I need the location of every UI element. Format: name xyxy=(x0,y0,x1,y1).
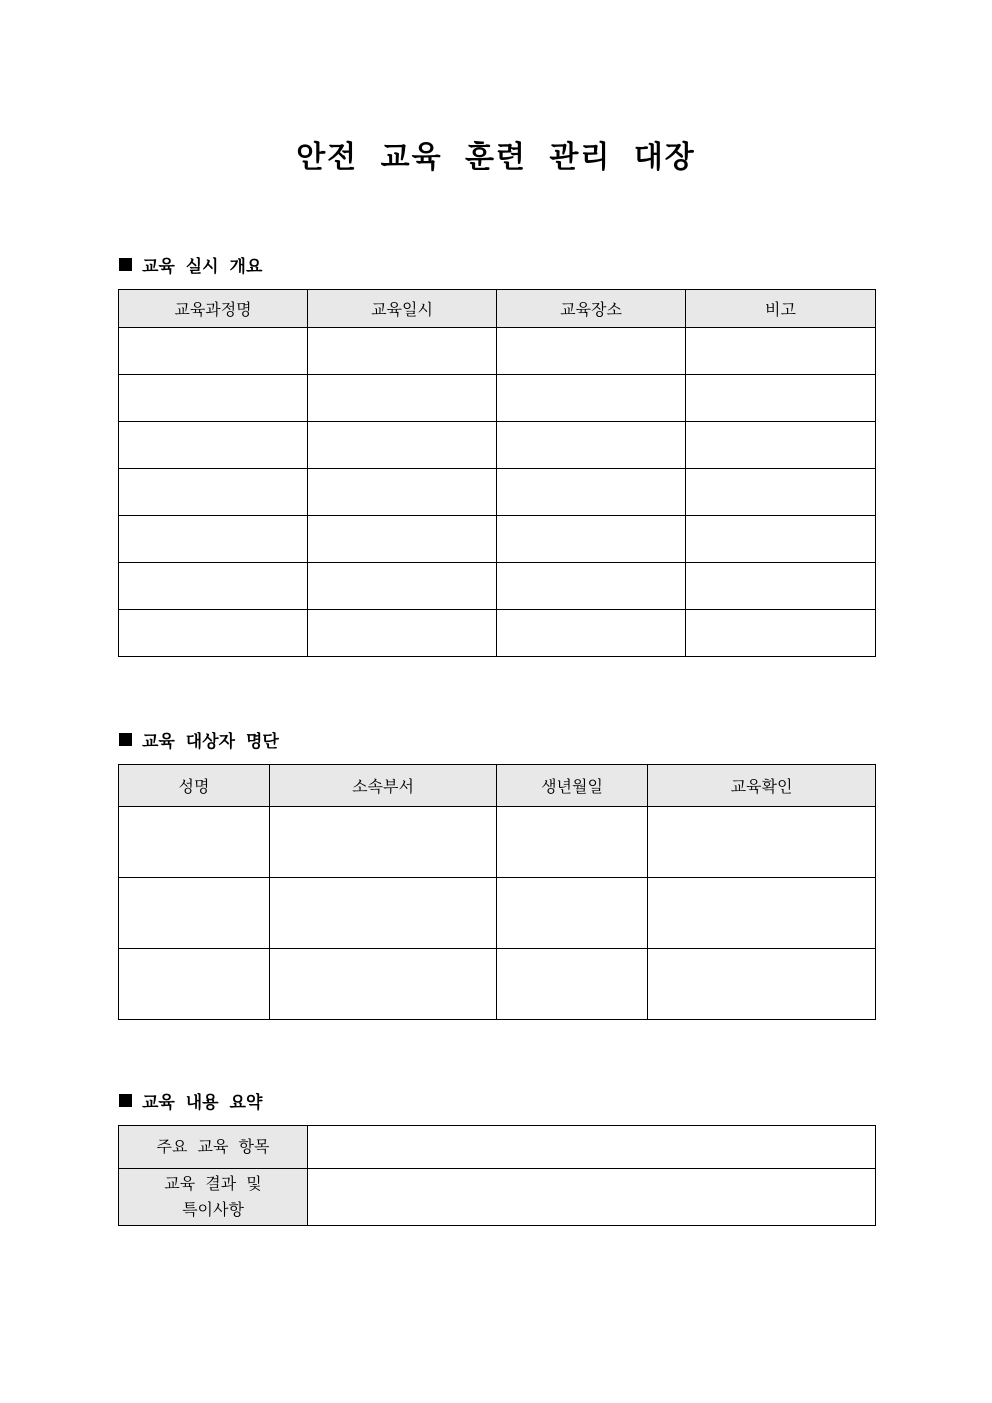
table-cell[interactable] xyxy=(497,422,686,469)
overview-table xyxy=(118,289,876,657)
table-cell[interactable] xyxy=(308,375,497,422)
table-cell[interactable] xyxy=(497,563,686,610)
table-cell[interactable] xyxy=(119,563,308,610)
summary-table xyxy=(118,1125,876,1226)
table-cell[interactable] xyxy=(497,949,648,1020)
table-cell[interactable] xyxy=(686,469,876,516)
table-row xyxy=(119,610,876,657)
row-label-line: 교육 결과 및 xyxy=(164,1174,262,1193)
table-row xyxy=(119,949,876,1020)
table-cell[interactable] xyxy=(119,610,308,657)
table-cell[interactable] xyxy=(497,610,686,657)
section-heading-text: 교육 내용 요약 xyxy=(142,1092,263,1113)
table-cell[interactable] xyxy=(119,807,270,878)
table-row xyxy=(119,563,876,610)
section-heading-attendees xyxy=(119,727,279,751)
table-row xyxy=(119,516,876,563)
table-row xyxy=(119,1126,876,1169)
attendee-table xyxy=(118,764,876,1020)
table-cell[interactable] xyxy=(308,1126,876,1169)
section-heading-overview xyxy=(119,252,262,276)
table-cell[interactable] xyxy=(686,375,876,422)
table-cell[interactable] xyxy=(308,563,497,610)
table-cell[interactable] xyxy=(497,328,686,375)
table-row xyxy=(119,375,876,422)
table-header-row xyxy=(119,765,876,807)
table-cell[interactable] xyxy=(270,807,497,878)
table-row xyxy=(119,878,876,949)
table-cell[interactable] xyxy=(308,610,497,657)
column-header: 교육일시 xyxy=(308,290,497,328)
table-cell[interactable] xyxy=(119,328,308,375)
table-cell[interactable] xyxy=(119,516,308,563)
table-cell[interactable] xyxy=(497,878,648,949)
table-cell[interactable] xyxy=(308,422,497,469)
table-row xyxy=(119,807,876,878)
column-header: 성명 xyxy=(119,765,270,807)
section-heading-text: 교육 대상자 명단 xyxy=(142,731,279,752)
row-label xyxy=(119,1169,308,1226)
column-header: 교육과정명 xyxy=(119,290,308,328)
table-cell[interactable] xyxy=(308,469,497,516)
section-heading-text: 교육 실시 개요 xyxy=(142,256,263,277)
table-row xyxy=(119,469,876,516)
square-bullet-icon xyxy=(119,258,132,271)
table-cell[interactable] xyxy=(308,328,497,375)
column-header: 교육확인 xyxy=(648,765,876,807)
table-cell[interactable] xyxy=(497,375,686,422)
table-cell[interactable] xyxy=(270,878,497,949)
section-heading-summary xyxy=(119,1088,262,1112)
square-bullet-icon xyxy=(119,733,132,746)
table-cell[interactable] xyxy=(119,949,270,1020)
column-header: 교육장소 xyxy=(497,290,686,328)
table-cell[interactable] xyxy=(119,878,270,949)
table-cell[interactable] xyxy=(497,469,686,516)
table-cell[interactable] xyxy=(119,422,308,469)
column-header: 생년월일 xyxy=(497,765,648,807)
column-header: 소속부서 xyxy=(270,765,497,807)
table-cell[interactable] xyxy=(686,610,876,657)
column-header: 비고 xyxy=(686,290,876,328)
table-cell[interactable] xyxy=(497,807,648,878)
table-cell[interactable] xyxy=(308,516,497,563)
table-cell[interactable] xyxy=(497,516,686,563)
table-cell[interactable] xyxy=(270,949,497,1020)
table-cell[interactable] xyxy=(119,469,308,516)
table-cell[interactable] xyxy=(686,328,876,375)
table-cell[interactable] xyxy=(686,422,876,469)
table-cell[interactable] xyxy=(308,1169,876,1226)
table-cell[interactable] xyxy=(686,516,876,563)
table-cell[interactable] xyxy=(686,563,876,610)
table-cell[interactable] xyxy=(648,878,876,949)
table-cell[interactable] xyxy=(648,949,876,1020)
row-label: 주요 교육 항목 xyxy=(119,1126,308,1169)
table-cell[interactable] xyxy=(648,807,876,878)
table-cell[interactable] xyxy=(119,375,308,422)
table-row xyxy=(119,422,876,469)
table-header-row xyxy=(119,290,876,328)
document-title: 안전 교육 훈련 관리 대장 xyxy=(296,140,696,175)
table-row xyxy=(119,1169,876,1226)
square-bullet-icon xyxy=(119,1094,132,1107)
row-label-line: 특이사항 xyxy=(182,1200,244,1219)
table-row xyxy=(119,328,876,375)
